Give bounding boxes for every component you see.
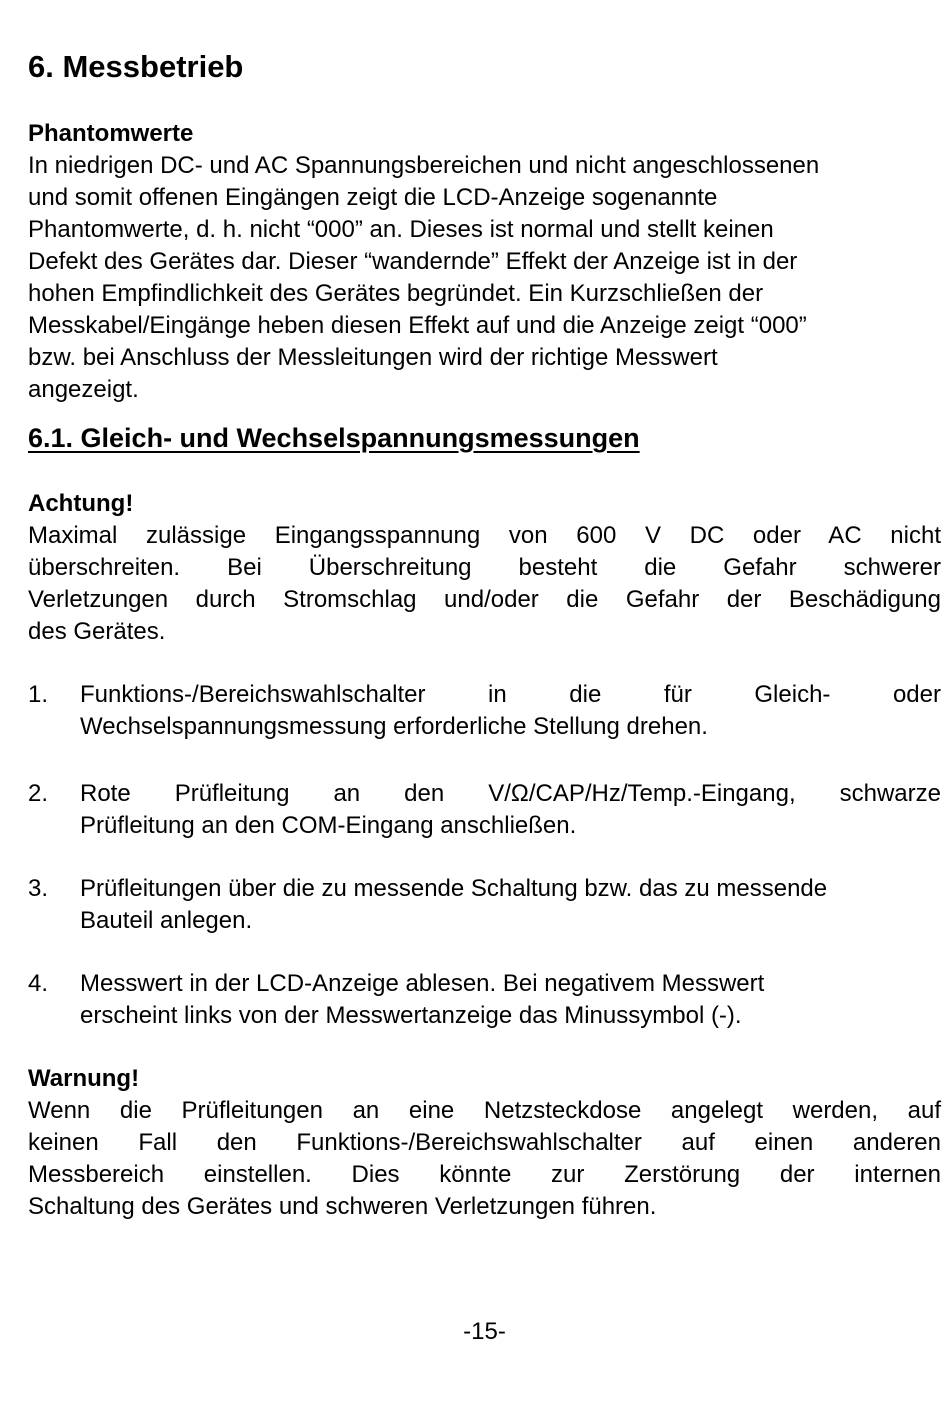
text-line: Defekt des Gerätes dar. Dieser “wandernde” Effekt der Anzeige ist in der	[28, 248, 798, 275]
text-line: erscheint links von der Messwertanzeige das Minussymbol (-).	[80, 1002, 742, 1029]
text-line: Funktions-/Bereichswahlschalter in die für Gleich- oder	[80, 681, 941, 708]
text-line: keinen Fall den Funktions-/Bereichswahlschalter auf einen anderen	[28, 1129, 941, 1156]
text-line: Bauteil anlegen.	[80, 907, 253, 934]
text-line: In niedrigen DC- und AC Spannungsbereichen und nicht angeschlossenen	[28, 152, 820, 179]
text-line: Prüfleitungen über die zu messende Schaltung bzw. das zu messende	[80, 875, 828, 902]
step-text	[80, 968, 941, 1032]
section-heading: 6.1. Gleich- und Wechselspannungsmessungen	[28, 423, 640, 453]
text-line: überschreiten. Bei Überschreitung besteht die Gefahr schwerer	[28, 554, 941, 581]
warning-paragraph	[28, 1095, 941, 1223]
warning-title: Warnung!	[28, 1065, 140, 1092]
text-line: hohen Empfindlichkeit des Gerätes begründet. Ein Kurzschließen der	[28, 280, 764, 307]
step-number: 2.	[28, 780, 49, 807]
text-line: Schaltung des Gerätes und schweren Verletzungen führen.	[28, 1193, 657, 1220]
text-line: Maximal zulässige Eingangsspannung von 600 V DC oder AC nicht	[28, 522, 941, 549]
text-line: Phantomwerte, d. h. nicht “000” an. Dieses ist normal und stellt keinen	[28, 216, 774, 243]
step-number: 4.	[28, 970, 49, 997]
step-number: 1.	[28, 681, 49, 708]
text-line: Rote Prüfleitung an den V/Ω/CAP/Hz/Temp.-Eingang, schwarze	[80, 780, 941, 807]
caution-title: Achtung!	[28, 490, 134, 517]
text-line: des Gerätes.	[28, 618, 166, 645]
text-line: und somit offenen Eingängen zeigt die LCD-Anzeige sogenannte	[28, 184, 718, 211]
text-line: Messkabel/Eingänge heben diesen Effekt auf und die Anzeige zeigt “000”	[28, 312, 807, 339]
text-line: angezeigt.	[28, 376, 139, 403]
step-text	[80, 679, 941, 743]
phantom-values-title: Phantomwerte	[28, 120, 194, 147]
text-line: Wenn die Prüfleitungen an eine Netzsteckdose angelegt werden, auf	[28, 1097, 941, 1124]
text-line: Messbereich einstellen. Dies könnte zur Zerstörung der internen	[28, 1161, 941, 1188]
caution-paragraph	[28, 520, 941, 648]
phantom-values-paragraph	[28, 150, 941, 406]
text-line: Wechselspannungsmessung erforderliche Stellung drehen.	[80, 713, 708, 740]
text-line: Messwert in der LCD-Anzeige ablesen. Bei negativem Messwert	[80, 970, 765, 997]
page-number: -15-	[463, 1318, 506, 1345]
text-line: bzw. bei Anschluss der Messleitungen wird der richtige Messwert	[28, 344, 718, 371]
text-line: Verletzungen durch Stromschlag und/oder die Gefahr der Beschädigung	[28, 586, 941, 613]
step-number: 3.	[28, 875, 49, 902]
text-line: Prüfleitung an den COM-Eingang anschließen.	[80, 812, 577, 839]
chapter-heading: 6. Messbetrieb	[28, 49, 244, 84]
step-text	[80, 778, 941, 842]
document-page	[28, 0, 941, 1403]
step-text	[80, 873, 941, 937]
